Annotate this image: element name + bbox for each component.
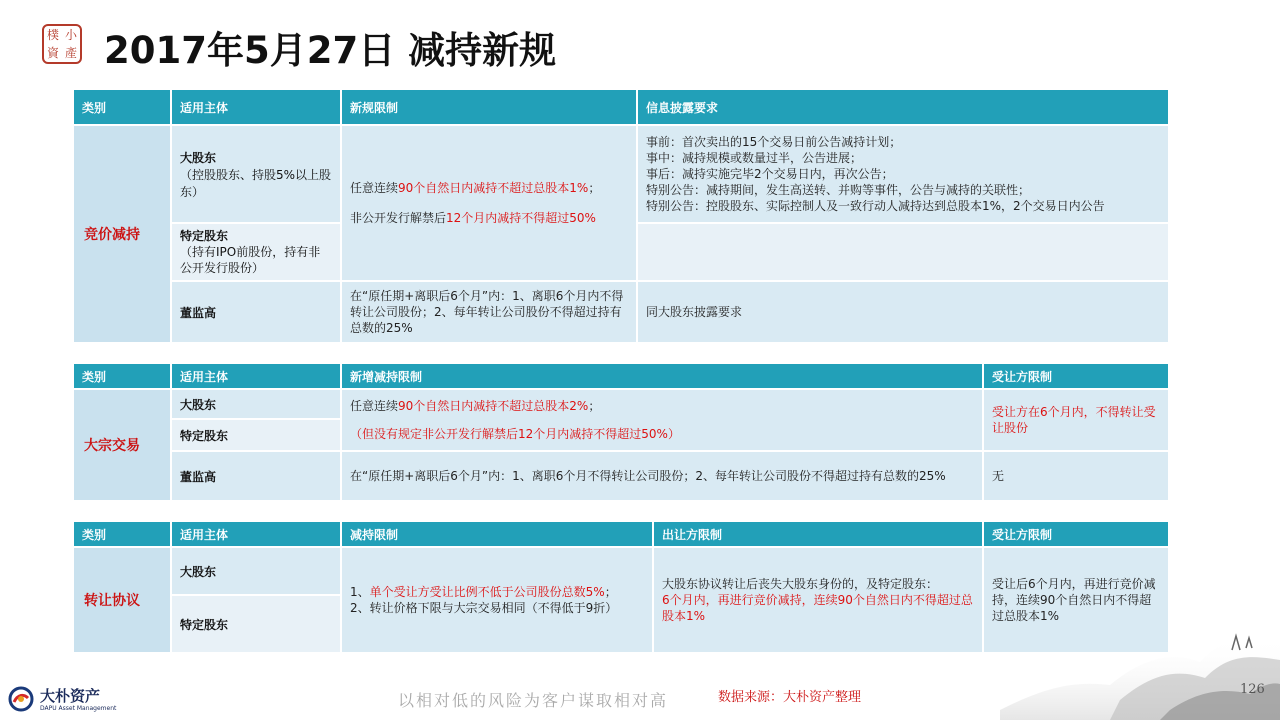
table-header-row [73, 89, 1169, 125]
seal-char: 資 [46, 46, 59, 60]
disclosure-line: 特别公告：控股股东、实际控制人及一致行动人减持达到总股本1%，2个交易日内公告 [646, 199, 1105, 213]
col-header: 适用主体 [171, 521, 341, 547]
seller-cell [653, 547, 983, 653]
col-header: 适用主体 [171, 89, 341, 125]
limit-note: （但没有规定非公开发行解禁后12个月内减持不得超过50%） [350, 427, 680, 441]
seal-char: 小 [64, 28, 77, 42]
directors-limit-cell: 在“原任期+离职后6个月”内：1、离职6个月内不得转让公司股份；2、每年转让公司股份不得超过持有总数的25% [341, 281, 637, 343]
seller-line-2: 6个月内，再进行竞价减持，连续90个自然日内不得超过总股本1% [662, 593, 973, 623]
entity-major-shareholder: 大股东 [171, 389, 341, 419]
col-header: 新规限制 [341, 89, 637, 125]
col-header: 新增减持限制 [341, 363, 983, 389]
page-number: 126 [1240, 682, 1265, 697]
seller-line-1: 大股东协议转让后丧失大股东身份的，及特定股东： [662, 577, 939, 591]
col-header: 减持限制 [341, 521, 653, 547]
col-header: 受让方限制 [983, 363, 1169, 389]
table-row [73, 125, 1169, 223]
limit-cell [341, 547, 653, 653]
disclosure-cell [637, 125, 1169, 223]
col-header: 出让方限制 [653, 521, 983, 547]
directors-disclosure-cell: 同大股东披露要求 [637, 281, 1169, 343]
col-header: 类别 [73, 363, 171, 389]
table-block-trade [72, 362, 1170, 502]
seal-logo [42, 24, 82, 64]
disclosure-line: 事中：减持规模或数量过半，公告进展； [646, 151, 863, 165]
table-header-row [73, 521, 1169, 547]
col-header: 受让方限制 [983, 521, 1169, 547]
col-header: 信息披露要求 [637, 89, 1169, 125]
category-cell: 竞价减持 [73, 125, 171, 343]
limit-cell [341, 125, 637, 281]
directors-transferee-cell: 无 [983, 451, 1169, 501]
limit-line-1: 任意连续90个自然日内减持不超过总股本2%； [350, 399, 601, 413]
entity-directors: 董监高 [171, 451, 341, 501]
table-row [73, 389, 1169, 419]
company-logo [8, 684, 128, 716]
disclosure-line: 事前：首次卖出的15个交易日前公告减持计划； [646, 135, 902, 149]
col-header: 类别 [73, 521, 171, 547]
entity-desc: （持有IPO前股份，持有非公开发行股份） [180, 245, 321, 275]
entity-desc: （控股股东、持股5%以上股东） [180, 167, 332, 199]
table-header-row [73, 363, 1169, 389]
directors-limit-cell: 在“原任期+离职后6个月”内：1、离职6个月不得转让公司股份；2、每年转让公司股份不得超过持有总数的25% [341, 451, 983, 501]
empty-cell [637, 223, 1169, 281]
data-source: 数据来源：大朴资产整理 [716, 686, 863, 705]
entity-name: 特定股东 [180, 229, 229, 243]
entity-directors: 董监高 [171, 281, 341, 343]
table-bidding-reduction [72, 88, 1170, 344]
transferee-cell: 受让方在6个月内，不得转让受让股份 [983, 389, 1169, 451]
limit-cell [341, 389, 983, 451]
logo-mark-icon [8, 686, 34, 712]
entity-specific-shareholder: 特定股东 [171, 595, 341, 653]
entity-specific-shareholder [171, 223, 341, 281]
entity-major-shareholder: 大股东 [171, 547, 341, 595]
ink-landscape-decoration [1000, 590, 1280, 720]
limit-line-1: 任意连续90个自然日内减持不超过总股本1%； [350, 181, 601, 195]
table-row [73, 451, 1169, 501]
seal-char: 產 [64, 46, 77, 60]
entity-name: 大股东 [180, 150, 217, 165]
col-header: 适用主体 [171, 363, 341, 389]
col-header: 类别 [73, 89, 171, 125]
disclosure-line: 事后：减持实施完毕2个交易日内，再次公告； [646, 167, 894, 181]
table-row [73, 547, 1169, 595]
limit-line-1: 1、单个受让方受让比例不低于公司股份总数5%； [350, 585, 617, 599]
logo-name-cn: 大朴资产 [40, 687, 101, 705]
slogan: 以相对低的风险为客户谋取相对高 [398, 691, 669, 710]
buyer-cell: 受让后6个月内，再进行竞价减持，连续90个自然日内不得超过总股本1% [983, 547, 1169, 653]
logo-name-en: DAPU Asset Management [40, 705, 117, 712]
entity-specific-shareholder: 特定股东 [171, 419, 341, 451]
category-cell: 大宗交易 [73, 389, 171, 501]
category-cell: 转让协议 [73, 547, 171, 653]
entity-major-shareholder [171, 125, 341, 223]
limit-line-2: 非公开发行解禁后12个月内减持不得超过50% [350, 211, 596, 225]
table-row [73, 281, 1169, 343]
disclosure-line: 特别公告：减持期间，发生高送转、并购等事件，公告与减持的关联性； [646, 183, 1031, 197]
seal-char: 樸 [46, 28, 59, 42]
limit-line-2: 2、转让价格下限与大宗交易相同（不得低于9折） [350, 601, 618, 615]
page-title: 2017年5月27日 减持新规 [104, 29, 557, 72]
